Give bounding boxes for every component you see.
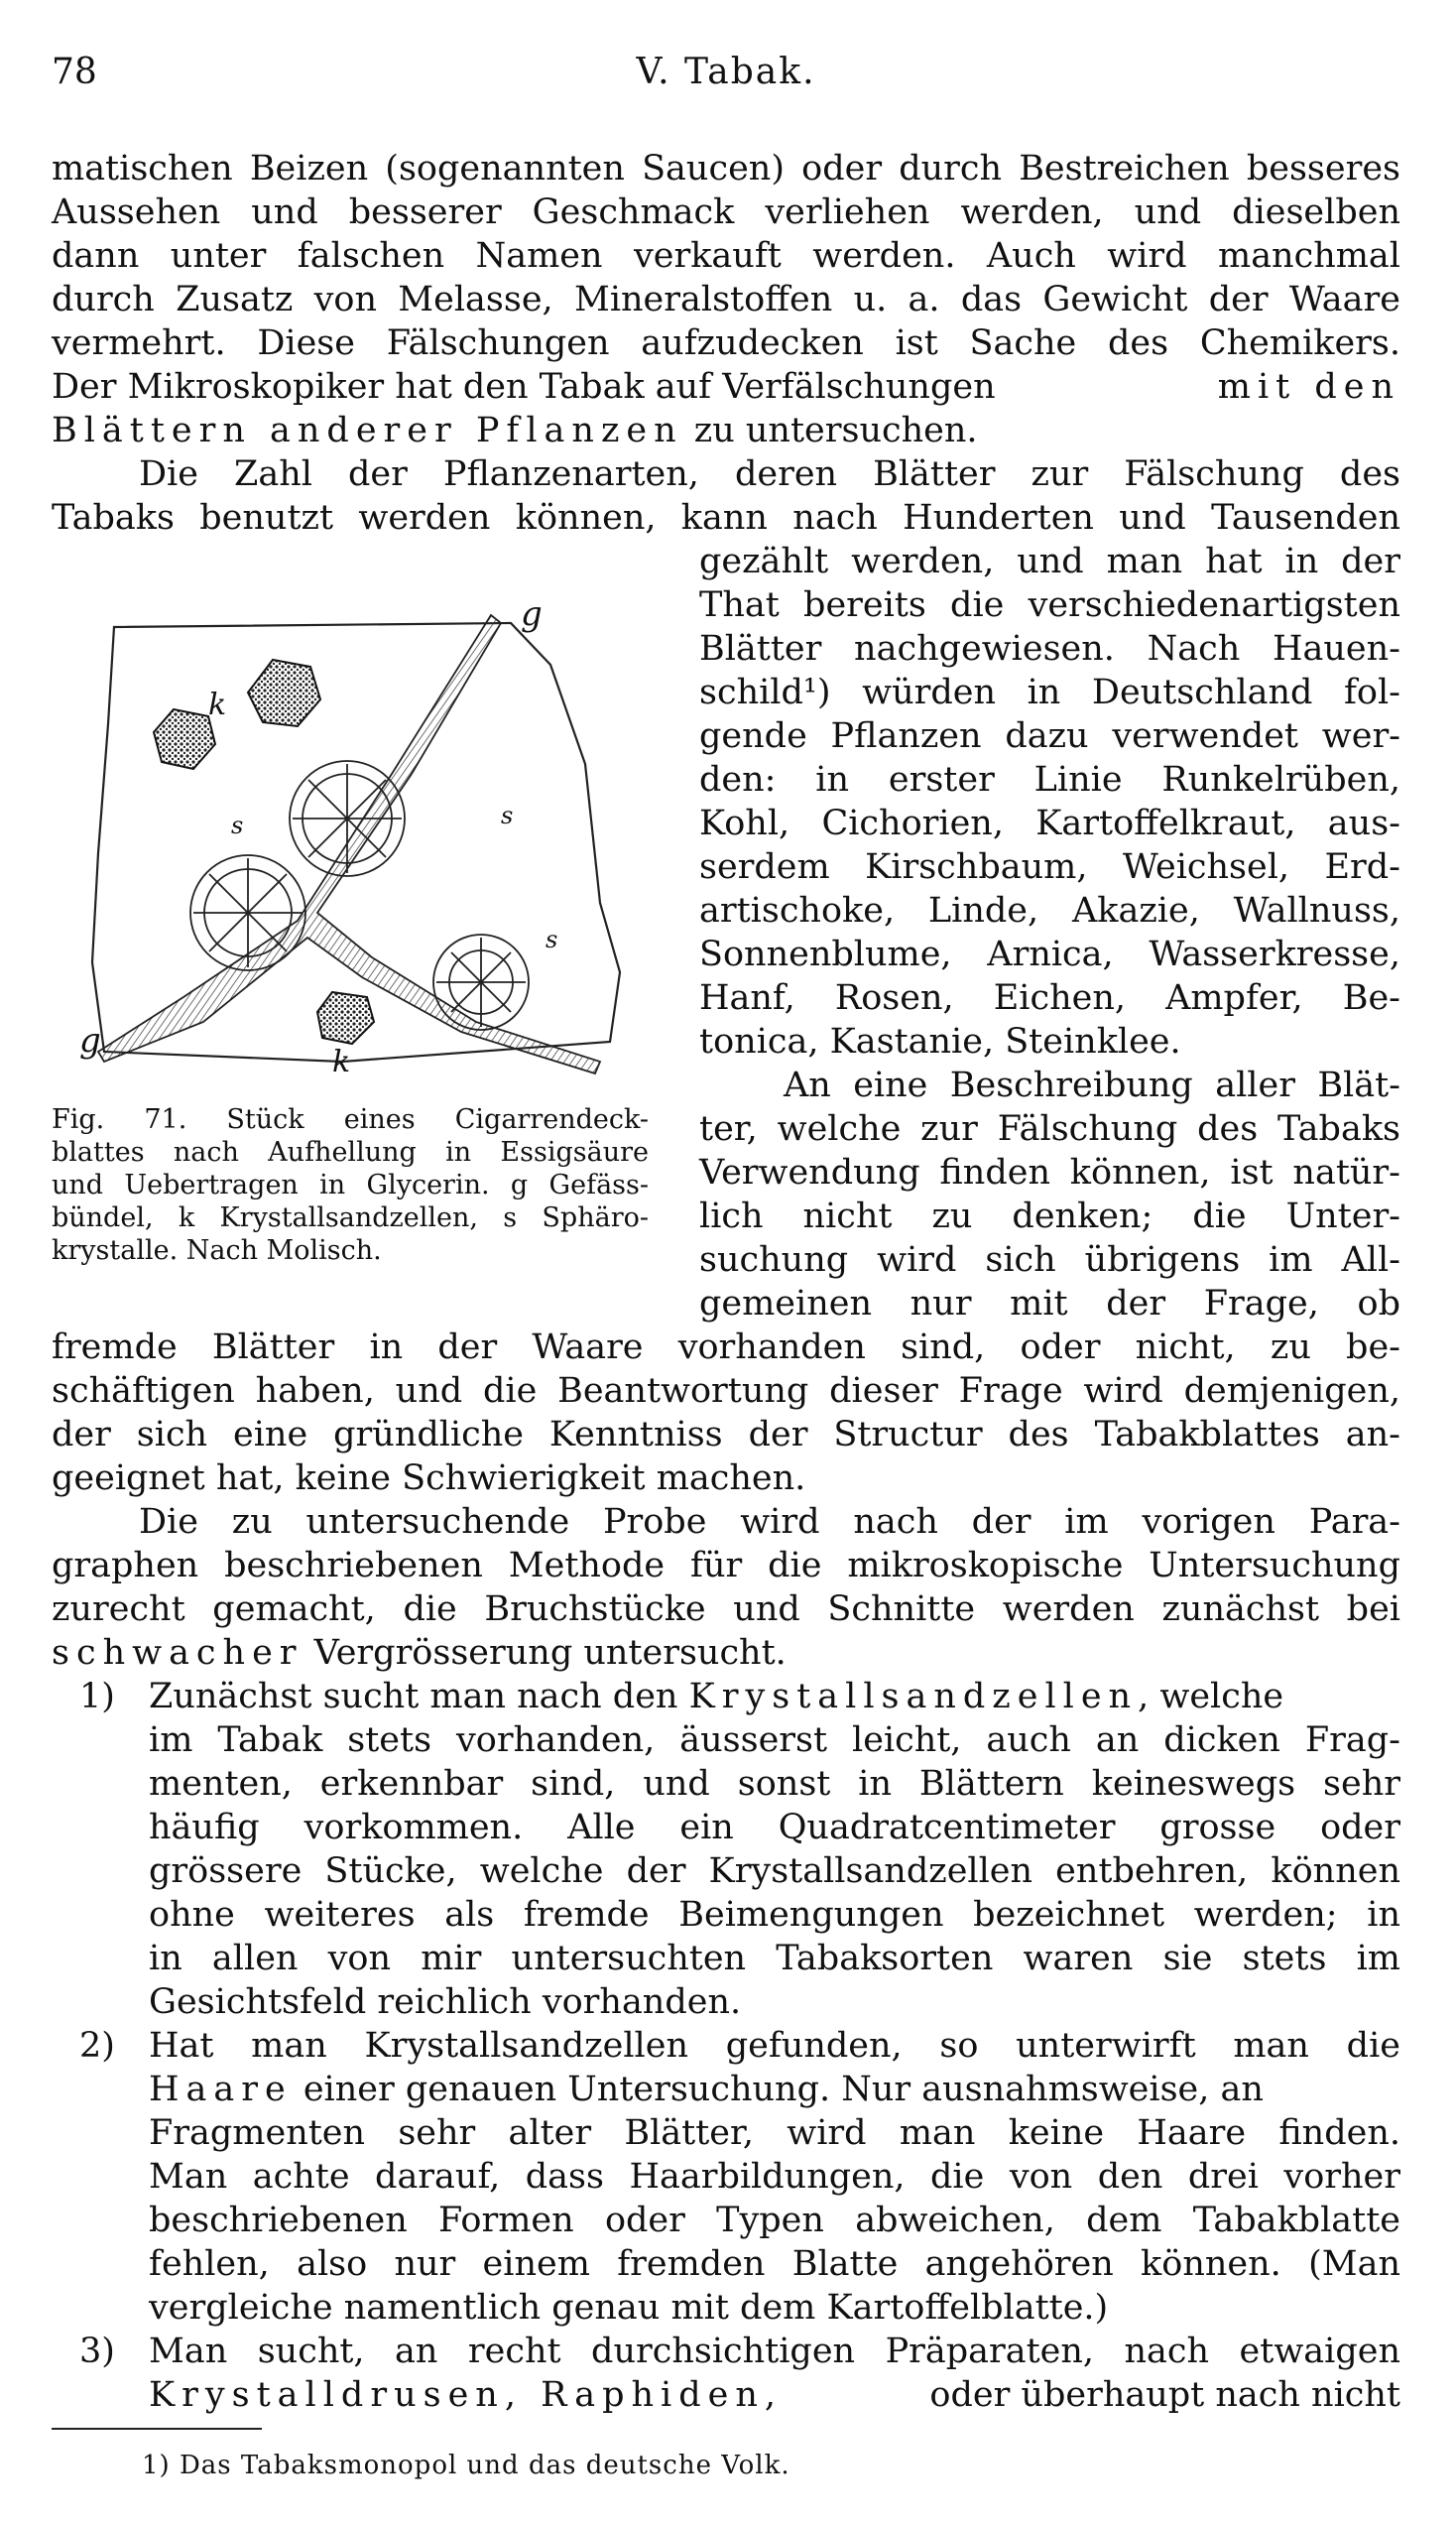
text-span: zu untersuchen. xyxy=(682,411,978,450)
footnote: 1) Das Tabaksmonopol und das deutsche Volk. xyxy=(142,2451,790,2480)
text-line: dann unter falschen Namen verkauft werden. Auch wird manchmal xyxy=(52,236,1400,276)
text-line: vergleiche namentlich genau mit dem Kartoffelblatte.) xyxy=(149,2288,1109,2328)
item-number: 3) xyxy=(79,2332,115,2371)
caption-line: bündel, k Krystallsandzellen, s Sphäro- xyxy=(52,1202,649,1233)
text-line: Gesichtsfeld reichlich vorhanden. xyxy=(149,1982,742,2022)
page-header xyxy=(52,52,1400,101)
text-line: Sonnenblume, Arnica, Wasserkresse, xyxy=(699,935,1400,974)
text-line: schild¹) würden in Deutschland fol- xyxy=(699,673,1400,712)
text-line: Verwendung finden können, ist natür- xyxy=(699,1153,1400,1193)
spaced-emphasis: mit den xyxy=(1217,367,1400,407)
text-line: beschriebenen Formen oder Typen abweichen, dem Tabakblatte xyxy=(149,2201,1400,2240)
page-number: 78 xyxy=(52,52,97,92)
text-line: matischen Beizen (sogenannten Saucen) oder durch Bestreichen besseres xyxy=(52,149,1400,189)
item-number: 2) xyxy=(79,2026,115,2066)
label-g-left: g xyxy=(79,1021,101,1061)
text-line: tonica, Kastanie, Steinklee. xyxy=(699,1022,1181,1062)
text-line: schäftigen haben, und die Beantwortung dieser Frage wird demjenigen, xyxy=(52,1371,1400,1411)
text-line: fehlen, also nur einem fremden Blatte angehören können. (Man xyxy=(149,2244,1400,2284)
text-line: gemeinen nur mit der Frage, ob xyxy=(699,1284,1400,1324)
text-span: , welche xyxy=(1138,1677,1284,1716)
figure-71 xyxy=(79,594,640,1126)
text-line xyxy=(52,1631,1400,1675)
caption-line: blattes nach Aufhellung in Essigsäure xyxy=(52,1137,649,1168)
running-title: V. Tabak. xyxy=(636,52,816,92)
text-line: gende Pflanzen dazu verwendet wer- xyxy=(699,716,1400,756)
text-line: lich nicht zu denken; die Unter- xyxy=(699,1197,1400,1236)
text-line xyxy=(149,1675,1400,1718)
text-line: Hat man Krystallsandzellen gefunden, so unterwirft man die xyxy=(149,2026,1400,2066)
caption-line: Fig. 71. Stück eines Cigarrendeck- xyxy=(52,1104,649,1135)
text-span: Der Mikroskopiker hat den Tabak auf Verfälschungen xyxy=(52,367,996,407)
text-line: Die Zahl der Pflanzenarten, deren Blätter zur Fälschung des xyxy=(139,454,1400,494)
text-span: Zunächst sucht man nach den xyxy=(149,1677,689,1716)
text-line: That bereits die verschiedenartigsten xyxy=(699,585,1400,625)
text-line: menten, erkennbar sind, und sonst in Blättern keineswegs sehr xyxy=(149,1764,1400,1804)
text-line: geeignet hat, keine Schwierigkeit machen. xyxy=(52,1458,806,1498)
text-line: Kohl, Cichorien, Kartoffelkraut, aus- xyxy=(699,804,1400,843)
label-k-1: k xyxy=(208,688,227,722)
item-number: 1) xyxy=(79,1677,115,1716)
label-k-2: k xyxy=(332,1045,351,1079)
text-line xyxy=(52,365,1400,409)
footnote-rule xyxy=(52,2428,262,2430)
spaced-emphasis: schwacher xyxy=(52,1633,303,1673)
text-line: Tabaks benutzt werden können, kann nach Hunderten und Tausenden xyxy=(52,498,1400,538)
text-line: den: in erster Linie Runkelrüben, xyxy=(699,760,1400,800)
text-line: Man sucht, an recht durchsichtigen Präparaten, nach etwaigen xyxy=(149,2332,1400,2371)
text-line xyxy=(52,409,1400,452)
text-line: in allen von mir untersuchten Tabaksorten waren sie stets im xyxy=(149,1939,1400,1978)
label-s-3: s xyxy=(546,926,558,953)
text-line: graphen beschriebenen Methode für die mikroskopische Untersuchung xyxy=(52,1546,1400,1585)
text-span: Vergrösserung untersucht. xyxy=(303,1633,787,1673)
text-line: der sich eine gründliche Kenntniss der Structur des Tabakblattes an- xyxy=(52,1415,1400,1454)
label-s-1: s xyxy=(231,812,244,839)
text-line: An eine Beschreibung aller Blät- xyxy=(784,1066,1400,1105)
text-line: fremde Blätter in der Waare vorhanden sind, oder nicht, zu be- xyxy=(52,1327,1400,1367)
text-line: Aussehen und besserer Geschmack verliehen werden, und dieselben xyxy=(52,192,1400,232)
spaced-emphasis: Blättern anderer Pflanzen xyxy=(52,411,683,450)
label-g-top: g xyxy=(521,594,543,634)
text-line: Man achte darauf, dass Haarbildungen, die von den drei vorher xyxy=(149,2157,1400,2197)
text-line: grössere Stücke, welche der Krystallsandzellen entbehren, können xyxy=(149,1851,1400,1891)
text-span: oder überhaupt nach nicht xyxy=(929,2375,1400,2415)
label-s-2: s xyxy=(501,802,514,829)
text-line: zurecht gemacht, die Bruchstücke und Schnitte werden zunächst bei xyxy=(52,1589,1400,1629)
text-line: suchung wird sich übrigens im All- xyxy=(699,1240,1400,1280)
text-line: ter, welche zur Fälschung des Tabaks xyxy=(699,1109,1400,1149)
figure-caption xyxy=(52,1103,649,1267)
text-line: gezählt werden, und man hat in der xyxy=(699,542,1400,581)
text-line: artischoke, Linde, Akazie, Wallnuss, xyxy=(699,891,1400,931)
caption-line: krystalle. Nach Molisch. xyxy=(52,1235,382,1266)
text-line xyxy=(149,2373,1400,2417)
text-line xyxy=(149,2068,1400,2111)
text-line: serdem Kirschbaum, Weichsel, Erd- xyxy=(699,847,1400,887)
text-line: Blätter nachgewiesen. Nach Hauen- xyxy=(699,629,1400,669)
leaf-fragment-illustration xyxy=(79,594,640,1126)
text-line: Die zu untersuchende Probe wird nach der im vorigen Para- xyxy=(139,1502,1400,1542)
text-line: häufig vorkommen. Alle ein Quadratcentimeter grosse oder xyxy=(149,1808,1400,1847)
text-line: Hanf, Rosen, Eichen, Ampfer, Be- xyxy=(699,978,1400,1018)
text-line: vermehrt. Diese Fälschungen aufzudecken ist Sache des Chemikers. xyxy=(52,323,1400,363)
spaced-emphasis: Krystallsandzellen xyxy=(688,1677,1139,1716)
text-line: im Tabak stets vorhanden, äusserst leicht, auch an dicken Frag- xyxy=(149,1720,1400,1760)
spaced-emphasis: Haare xyxy=(149,2070,293,2109)
text-line: Fragmenten sehr alter Blätter, wird man keine Haare finden. xyxy=(149,2113,1400,2153)
text-line: ohne weiteres als fremde Beimengungen bezeichnet werden; in xyxy=(149,1895,1400,1935)
spaced-emphasis: Krystalldrusen, Raphiden, xyxy=(149,2375,784,2415)
text-span: einer genauen Untersuchung. Nur ausnahmsweise, an xyxy=(292,2070,1264,2109)
caption-line: und Uebertragen in Glycerin. g Gefäss- xyxy=(52,1170,649,1200)
text-line: durch Zusatz von Melasse, Mineralstoffen u. a. das Gewicht der Waare xyxy=(52,280,1400,319)
